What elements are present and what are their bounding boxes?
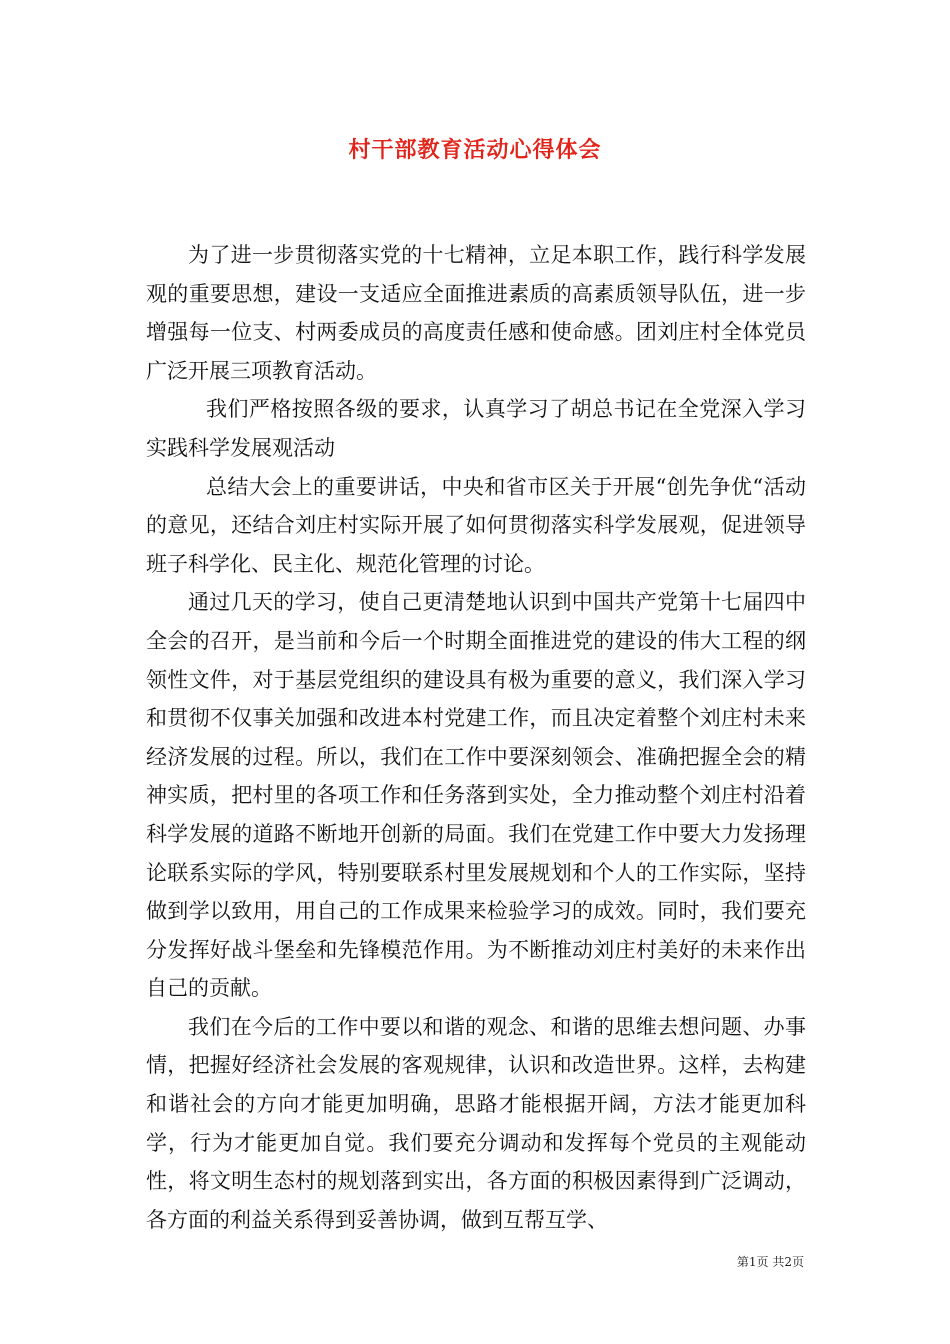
paragraph-2: 我们严格按照各级的要求，认真学习了胡总书记在全党深入学习实践科学发展观活动 — [146, 397, 806, 460]
page-mid: 页 共 — [756, 1255, 785, 1269]
document-body — [146, 236, 806, 1239]
paragraph-3: 总结大会上的重要讲话，中央和省市区关于开展“创先争优“活动的意见，还结合刘庄村实际开展了如何贯彻落实科学发展观，促进领导班子科学化、民主化、规范化管理的讨论。 — [146, 474, 806, 576]
page-current: 1 — [748, 1255, 757, 1269]
page-prefix: 第 — [736, 1255, 749, 1269]
page-total: 2 — [784, 1255, 792, 1269]
document-title: 村干部教育活动心得体会 — [348, 137, 602, 163]
page-suffix: 页 — [791, 1255, 804, 1269]
paragraph-1: 为了进一步贯彻落实党的十七精神，立足本职工作，践行科学发展观的重要思想，建设一支适应全面推进素质的高素质领导队伍，进一步增强每一位支、村两委成员的高度责任感和使命感。团刘庄村全体党员广泛开展三项教育活动。 — [146, 243, 806, 383]
paragraph-4: 通过几天的学习，使自己更清楚地认识到中国共产党第十七届四中全会的召开，是当前和今后一个时期全面推进党的建设的伟大工程的纲领性文件，对于基层党组织的建设具有极为重要的意义，我们深入学习和贯彻不仅事关加强和改进本村党建工作，而且决定着整个刘庄村未来经济发展的过程。所以，我们在工作中要深刻领会、准确把握全会的精神实质，把村里的各项工作和任务落到实处，全力推动整个刘庄村沿着科学发展的道路不断地开创新的局面。我们在党建工作中要大力发扬理论联系实际的学风，特别要联系村里发展规划和个人的工作实际，坚持做到学以致用，用自己的工作成果来检验学习的成效。同时，我们要充分发挥好战斗堡垒和先锋模范作用。为不断推动刘庄村美好的未来作出自己的贡献。 — [146, 590, 806, 1001]
paragraph-5: 我们在今后的工作中要以和谐的观念、和谐的思维去想问题、办事情，把握好经济社会发展的客观规律，认识和改造世界。这样，去构建和谐社会的方向才能更加明确，思路才能根据开阔，方法才能更加科学，行为才能更加自觉。我们要充分调动和发挥每个党员的主观能动性，将文明生态村的规划落到实出，各方面的积极因素得到广泛调动，各方面的利益关系得到妥善协调，做到互帮互学、 — [146, 1014, 806, 1232]
page-number-footer — [737, 1254, 804, 1270]
